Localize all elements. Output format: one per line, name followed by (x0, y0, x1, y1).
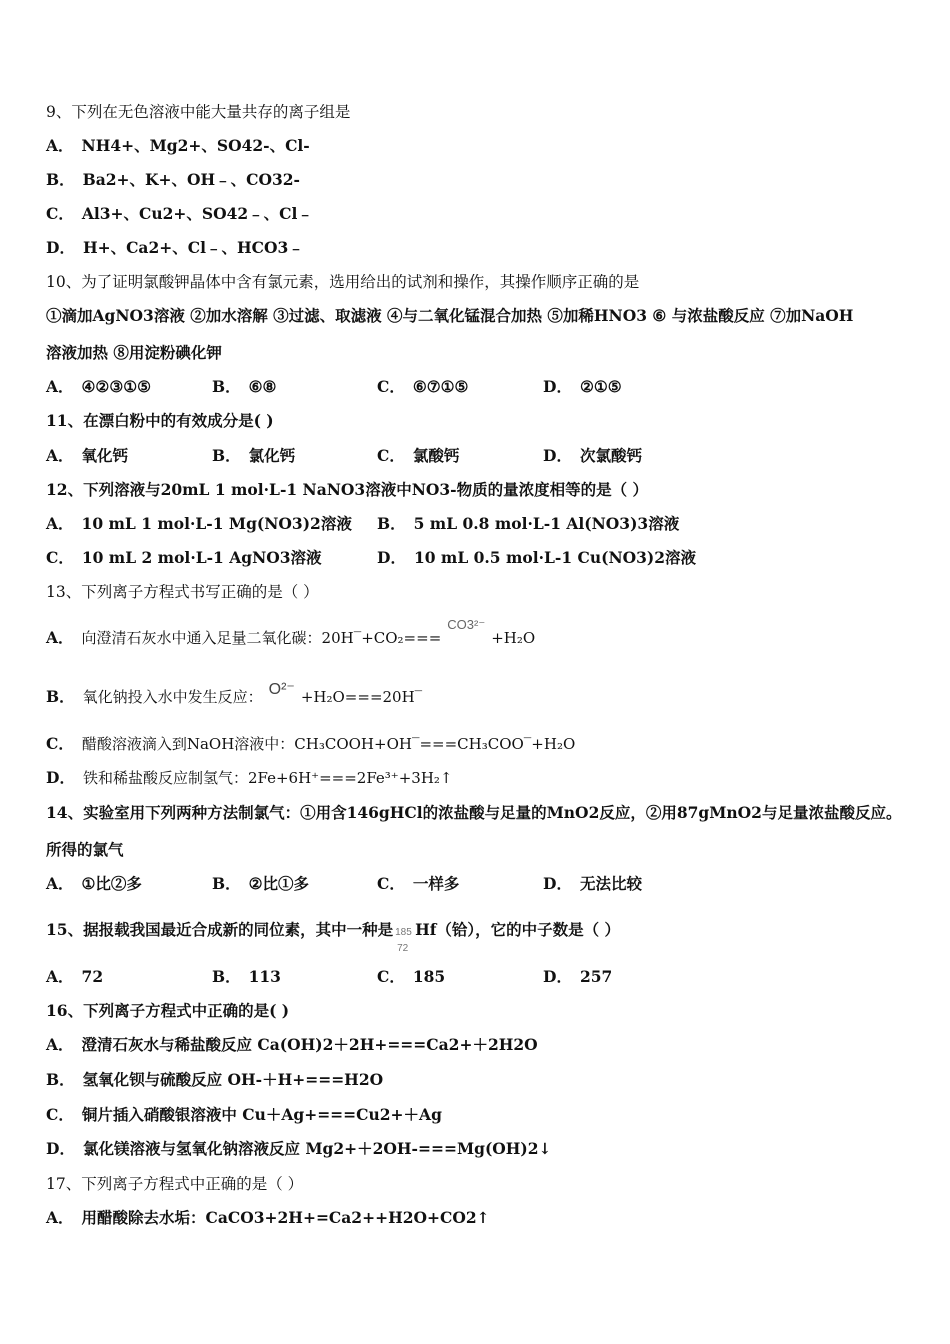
q10-option-a (46, 377, 151, 397)
option-text: 铜片插入硝酸银溶液中 Cu＋Ag+===Cu2+＋Ag (81, 1105, 442, 1124)
option-text: 氧化钙 (81, 446, 129, 465)
q10-stem: 10、为了证明氯酸钾晶体中含有氯元素，选用给出的试剂和操作，其操作顺序正确的是 (46, 273, 640, 291)
option-text: ②①⑤ (579, 377, 622, 396)
q16-option-b (46, 1070, 383, 1090)
option-label: A． (46, 136, 74, 155)
option-text: 无法比较 (579, 874, 642, 893)
q11-option-c (377, 446, 459, 466)
option-text: 向澄清石灰水中通入足量二氧化碳：20H‾+CO₂=== (81, 629, 442, 647)
option-text: 氧化钠投入水中发生反应： (82, 688, 263, 706)
q17-stem: 17、下列离子方程式中正确的是（ ） (46, 1175, 304, 1193)
option-label: D． (543, 874, 572, 893)
q11-stem: 11、在漂白粉中的有效成分是( ) (46, 411, 274, 430)
q12-option-b (377, 514, 679, 534)
option-label: A． (46, 1035, 74, 1054)
option-text-tail: +H₂O===20H‾ (300, 688, 423, 706)
option-text: ①比②多 (81, 874, 142, 893)
option-text: ④②③①⑤ (81, 377, 152, 396)
option-text: 氯化镁溶液与氢氧化钠溶液反应 Mg2+＋2OH-===Mg(OH)2↓ (82, 1139, 552, 1158)
option-label: C． (46, 204, 74, 223)
option-text: 氯化钙 (248, 446, 296, 465)
option-label: A． (46, 967, 74, 986)
option-text: 澄清石灰水与稀盐酸反应 Ca(OH)2＋2H+===Ca2+＋2H2O (81, 1035, 538, 1054)
q10-option-d (543, 377, 622, 397)
stem-text: 15、据报载我国最近合成新的同位素，其中一种是 (46, 920, 394, 939)
option-label: C． (46, 1105, 74, 1124)
option-label: B． (212, 446, 241, 465)
option-text: 10 mL 1 mol·L-1 Mg(NO3)2溶液 (81, 514, 352, 533)
option-label: B． (212, 874, 241, 893)
q12-option-d (377, 548, 696, 568)
option-text: 氯酸钙 (412, 446, 460, 465)
q14-option-b (212, 874, 309, 894)
option-text: H+、Ca2+、Cl﹣、HCO3﹣ (82, 238, 304, 257)
q15-option-c (377, 967, 445, 987)
q10-ops-line1: ①滴加AgNO3溶液 ②加水溶解 ③过滤、取滤液 ④与二氧化锰混合加热 ⑤加稀HNO3 ⑥ 与浓盐酸反应 ⑦加NaOH (46, 306, 854, 325)
stem-text-tail: Hf（铪），它的中子数是（ ） (415, 920, 621, 939)
option-text: 257 (579, 967, 613, 986)
option-label: C． (377, 377, 405, 396)
option-text-tail: +H₂O (491, 629, 536, 647)
q13-option-a (46, 617, 536, 649)
q11-option-d (543, 446, 642, 466)
q12-option-c (46, 548, 322, 568)
option-text: NH4+、Mg2+、SO42-、Cl- (81, 136, 310, 155)
option-text: 次氯酸钙 (579, 446, 642, 465)
option-label: A． (46, 628, 74, 647)
q9-option-d (46, 238, 304, 258)
option-label: C． (377, 446, 405, 465)
q11-option-b (212, 446, 295, 466)
option-label: A． (46, 446, 74, 465)
q12-option-a (46, 514, 352, 534)
option-text: 铁和稀盐酸反应制氢气：2Fe+6H⁺===2Fe³⁺+3H₂↑ (82, 769, 453, 787)
option-label: D． (543, 967, 572, 986)
q9-option-c (46, 204, 313, 224)
q14-stem: 14、实验室用下列两种方法制氯气：①用含146gHCl的浓盐酸与足量的MnO2反应，②用87gMnO2与足量浓盐酸反应。 (46, 803, 902, 822)
q16-option-c (46, 1105, 442, 1125)
q10-ops-line2: 溶液加热 ⑧用淀粉碘化钾 (46, 343, 222, 362)
q13-option-b (46, 681, 423, 708)
q13-option-d (46, 768, 453, 788)
option-label: B． (212, 967, 241, 986)
option-text: ⑥⑦①⑤ (412, 377, 469, 396)
q16-stem: 16、下列离子方程式中正确的是( ) (46, 1001, 290, 1020)
q10-option-c (377, 377, 468, 397)
option-label: A． (46, 874, 74, 893)
q9-option-b (46, 170, 300, 190)
q12-stem: 12、下列溶液与20mL 1 mol·L-1 NaNO3溶液中NO3-物质的量浓度相等的是（ ） (46, 480, 649, 499)
option-label: D． (543, 446, 572, 465)
option-label: B． (377, 514, 406, 533)
carbonate-formula-image: CO3²⁻ (447, 617, 486, 632)
option-text: ②比①多 (248, 874, 310, 893)
q10-option-b (212, 377, 276, 397)
option-label: B． (46, 1070, 75, 1089)
option-text: 氢氧化钡与硫酸反应 OH-＋H+===H2O (82, 1070, 384, 1089)
option-label: C． (46, 548, 74, 567)
q14-option-d (543, 874, 642, 894)
q9-stem: 9、下列在无色溶液中能大量共存的离子组是 (46, 103, 351, 121)
q16-option-a (46, 1035, 538, 1055)
option-text: ⑥⑧ (248, 377, 277, 396)
option-label: C． (377, 967, 405, 986)
q15-stem (46, 920, 621, 954)
mass-number: 185 (395, 927, 412, 938)
q15-option-b (212, 967, 281, 987)
option-label: B． (46, 170, 75, 189)
option-text: Al3+、Cu2+、SO42﹣、Cl﹣ (81, 204, 313, 223)
q13-stem: 13、下列离子方程式书写正确的是（ ） (46, 583, 319, 601)
q14-stem-cont: 所得的氯气 (46, 840, 124, 859)
option-text: Ba2+、K+、OH﹣、CO32- (82, 170, 300, 189)
q17-option-a (46, 1208, 490, 1228)
option-text: 一样多 (412, 874, 460, 893)
option-label: D． (46, 1139, 75, 1158)
q11-option-a (46, 446, 128, 466)
option-text: 72 (81, 967, 104, 986)
option-text: 5 mL 0.8 mol·L-1 Al(NO3)3溶液 (413, 514, 680, 533)
q14-option-c (377, 874, 459, 894)
option-text: 醋酸溶液滴入到NaOH溶液中：CH₃COOH+OH‾===CH₃COO‾+H₂O (81, 735, 576, 753)
option-label: C． (377, 874, 405, 893)
q16-option-d (46, 1139, 552, 1159)
q9-option-a (46, 136, 310, 156)
oxide-ion-formula-image: O²⁻ (268, 681, 295, 698)
q13-option-c (46, 734, 575, 754)
q15-option-a (46, 967, 103, 987)
option-text: 10 mL 0.5 mol·L-1 Cu(NO3)2溶液 (413, 548, 697, 567)
option-label: D． (46, 238, 75, 257)
atomic-number: 72 (397, 943, 409, 954)
option-label: D． (543, 377, 572, 396)
option-label: A． (46, 1208, 74, 1227)
option-label: A． (46, 377, 74, 396)
option-label: D． (377, 548, 406, 567)
option-label: C． (46, 734, 74, 753)
option-text: 185 (412, 967, 446, 986)
option-label: B． (212, 377, 241, 396)
option-label: D． (46, 768, 75, 787)
option-text: 用醋酸除去水垢：CaCO3+2H+=Ca2++H2O+CO2↑ (81, 1208, 490, 1227)
q14-option-a (46, 874, 142, 894)
q15-option-d (543, 967, 612, 987)
option-text: 10 mL 2 mol·L-1 AgNO3溶液 (81, 548, 322, 567)
option-text: 113 (248, 967, 281, 986)
option-label: A． (46, 514, 74, 533)
option-label: B． (46, 687, 75, 706)
